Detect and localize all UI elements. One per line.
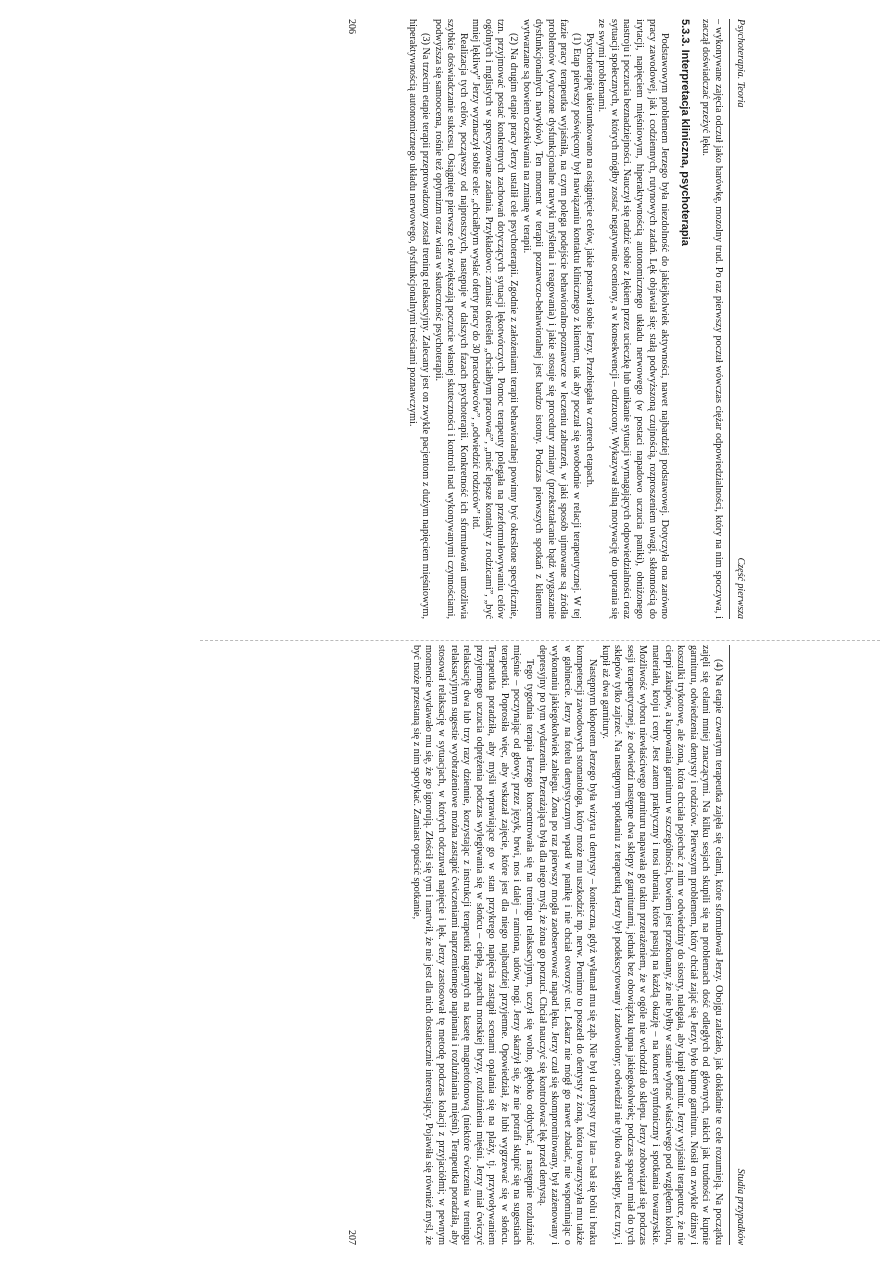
running-head	[729, 645, 746, 1245]
running-head	[729, 19, 746, 619]
running-head-title: Psychoterapia. Teoria	[735, 19, 746, 108]
paragraph: Następnym kłopotem Jerzego była wizyta u dentysty – konieczna, gdyż wyłamał mu się ząb. Nie był u dentysty trzy lata – bał się bólu i braku kompetencji zawodowych stomatologa, który może mu uszkodzić np. nerw. Pomimo to poszedł do dentysty z żoną, która towarzyszyła mu także w gabinecie. Jerzy na fotelu dentystycznym wpadł w panikę i nie chciał otworzyć ust. Lekarz nie mógł go nawet zbadać, nie wspominając o wykonaniu jakiegokolwiek zabiegu. Żona po raz pierwszy mogła zaobserwować napad lęku. Jerzy czuł się skompromitowany, był zażenowany i depresyjny po tym wydarzeniu. Przerażająca była dla niego myśl, że żona go porzuci. Chciał nauczyć się kontrolować lęk przed dentystą.	[536, 645, 599, 1245]
paragraph: Psychoterapię ukierunkowano na osiągnięcie celów, jakie postawił sobie Jerzy. Przebiegała w czterech etapach.	[583, 33, 595, 488]
paragraph: Podstawowym problemem Jerzego była niezdolność do jakiejkolwiek aktywności, nawet najbardziej podstawowej. Dotyczyła ona zarówno pracy zawodowej, jak i codziennych, rutynowych zadań. Lęk objawiał się: stałą podwyższoną czujnością, rozproszeniem uwagi, skłonnością do irytacji, napięciem mięśniowym, hiperaktywnością autonomicznego układu nerwowego (w postaci napadowo uczucia paniki), obniżonego nastroju i poczucia beznadziejności. Nauczył się radzić sobie z lękiem przez ucieczkę lub unikanie sytuacji wymagających odpowiedzialności oraz sytuacji społecznych, w których mógłby zostać negatywnie oceniony, a w konsekwencji – odrzucony. Wykazywał silną motywację do uporania się ze swymi problemami.	[596, 19, 671, 619]
paragraph: (1) Etap pierwszy poświęcony był nawiązaniu kontaktu klinicznego z klientem, tak aby poczuł się swobodnie w relacji terapeutycznej. W tej fazie pracy terapeutka wyjaśniła, na czym polega podejście behawioralno-poznawcze w leczeniu zaburzeń, w jaki sposób ujmowane są źródła problemów (wyuczone dysfunkcjonalne nawyki myślenia i reagowania) i jakie stosuje się procedury zmiany (przekształcanie bądź wygaszanie dysfunkcjonalnych nawyków). Ten moment w terapii poznawczo-behawioralnej jest bardzo istotny. Podczas pierwszych spotkań z klientem wytwarzane są bowiem oczekiwania na zmianę w terapii.	[520, 19, 583, 619]
right-page	[346, 645, 746, 1245]
paragraph: Tego tygodnia terapia Jerzego koncentrowała się na treningu relaksacyjnym, uczył się wolno, głęboko oddychać, a następnie rozluźniać mięśnie – poczynając od głowy, przez język, brwi, nos i dalej – ramiona, udów, nogi. Jerzy skarżył się, że nie potrafi skupić się na sugestiach terapeutki. Poprosiła więc, aby wskazał zajęcie, które jest dla niego najbardziej przyjemne. Opowiedział, że lubi wygrzewać się w słońcu. Terapeutka poradziła, aby myśli wprawiające go w stan przykrego napięcia zastąpił scenami opalania się na plaży, tj. przywoływaniem przyjemnego uczucia odprężenia podczas wylegiwania się w słońcu – ciepła, zapachu morskiej bryzy, rozluźnienia mięśni. Jerzy miał ćwiczyć relaksację dwa lub trzy razy dziennie, korzystając z instrukcji terapeutki nagranych na kasetę magnetofonową (niektóre ćwiczenia w treningu relaksacyjnym sugestie wyobrażeniowe można zastąpić ćwiczeniami naprzemiennego napinania i rozluźniania mięśni). Terapeutka poradziła, aby stosował relaksację w sytuacjach, w których odczuwał napięcie i lęk. Jerzy zastosował tę metodę podczas kolacji z przyjaciółmi; w pewnym momencie wydawało mu się, że go ignorują. Złościł się tym i martwił, że nie jest dla nich dostatecznie interesujący. Pojawiła się również myśl, że być może przestaną się z nim spotykać. Zamiast opuścić spotkanie,	[410, 645, 536, 1245]
page-divider	[200, 640, 880, 641]
running-head-title: Studia przypadków	[735, 1168, 746, 1245]
page-number: 207	[346, 1230, 357, 1245]
right-page-body	[364, 645, 724, 1245]
paragraph: Realizacja tych celów, począwszy od najprostszych, następuje w dalszych fazach psychoterapii. Konkretność ich sformułowań umożliwia szybkie doświadczanie sukcesu. Osiągnięte pierwsze cele zwiększają poczucie własnej skuteczności i kontroli nad wykonywanymi czynnościami, podwyższa się samoocena, rośnie też optymizm oraz wiara w skuteczność psychoterapii.	[432, 19, 469, 619]
paragraph: (3) Na trzecim etapie terapii przeprowadzony został trening relaksacyjny. Zalecany jest on zwykle pacjentom z dużym napięciem mięśniowym, hiperaktywnością autonomicznego układu nerwowego, dysfunkcjonalnymi treściami poznawczymi.	[407, 19, 431, 619]
paragraph: (2) Na drugim etapie pracy Jerzy ustalił cele psychoterapii. Zgodnie z założeniami terapii behawioralnej powinny być określone specyficznie, tzn. przyjmować postać konkretnych zachowań dotyczących sytuacji lękotwórczych. Pomoc terapeuty polegała na przeformułowywaniu celów ogólnych i mglistych w sprecyzowane zadania. Przykładowo: zamiast określeń „chciałbym pracować”, „mieć lepsze kontakty z rodzicami”, „być mniej lękliwy” Jerzy wyznaczył sobie cele: „chciałbym wysłać oferty pracy do 30 pracodawców”, „odwiedzić rodziców” itd.	[470, 19, 520, 619]
running-head-part: Część pierwsza	[735, 557, 746, 619]
left-page	[346, 19, 746, 619]
page-number: 206	[346, 19, 357, 34]
paragraph: (4) Na etapie czwartym terapeutka zajęła się celami, które sformułował Jerzy. Obojgu zależało, jak dokładnie te cele rozumieją. Na początku zajęli się celami mniej znaczącymi. Na kilku sesjach skupili się na problemach dość odległych od głównych, takich jak trudności w kupnie garnituru, odwiedzenia dentysty i rodziców. Pierwszym problemem, który chciał zająć się Jerzy, było kupno garnituru. Nosił on zwykle dżinsy i koszulki trykotowe, ale żona, która chciała pojechać z nim w odwiedziny do siostry, nalegała, aby kupił garnitur. Jerzy wyjaśnił terapeutce, że nie cierpi zakupów, a kupowania garnituru w szczególności, bowiem jest przekonany, że nie byłby w stanie wybrać właściwego pod względem koloru, materiału, kroju i ceny. Jest zatem praktyczny i nosi ubrania, które pasują na każdą okazję – na koncert symfoniczny i spotkania towarzyskie. Możliwość wyboru niewłaściwego garnituru napawała go takim przerażeniem, że w ogóle nie wchodził do sklepu. Jerzy zobowiązał się podczas sesji terapeutycznej, że odwiedzi następne dwa sklepy z garniturami, jednak bez obowiązku kupna jakiegokolwiek; podczas spaceru miał do tych sklepów tylko zajrzeć. Na następnym spotkaniu z terapeutką Jerzy był podekscytowany i zadowolony; odwiedził nie tylko dwa sklepy, lecz trzy, i kupił aż dwa garnitury.	[599, 645, 724, 1245]
section-heading: 5.3.3. Interpretacja kliniczna, psychoterapia	[678, 19, 691, 246]
paragraph: – wykonywane zajęcia odczuł jako harówkę, mozolny trud. Po raz pierwszy poczuł wówczas ciężar odpowiedzialności, który na nim spoczywa, i zaczął doświadczać przeżyć lęku.	[700, 19, 724, 619]
left-page-body	[364, 19, 724, 619]
